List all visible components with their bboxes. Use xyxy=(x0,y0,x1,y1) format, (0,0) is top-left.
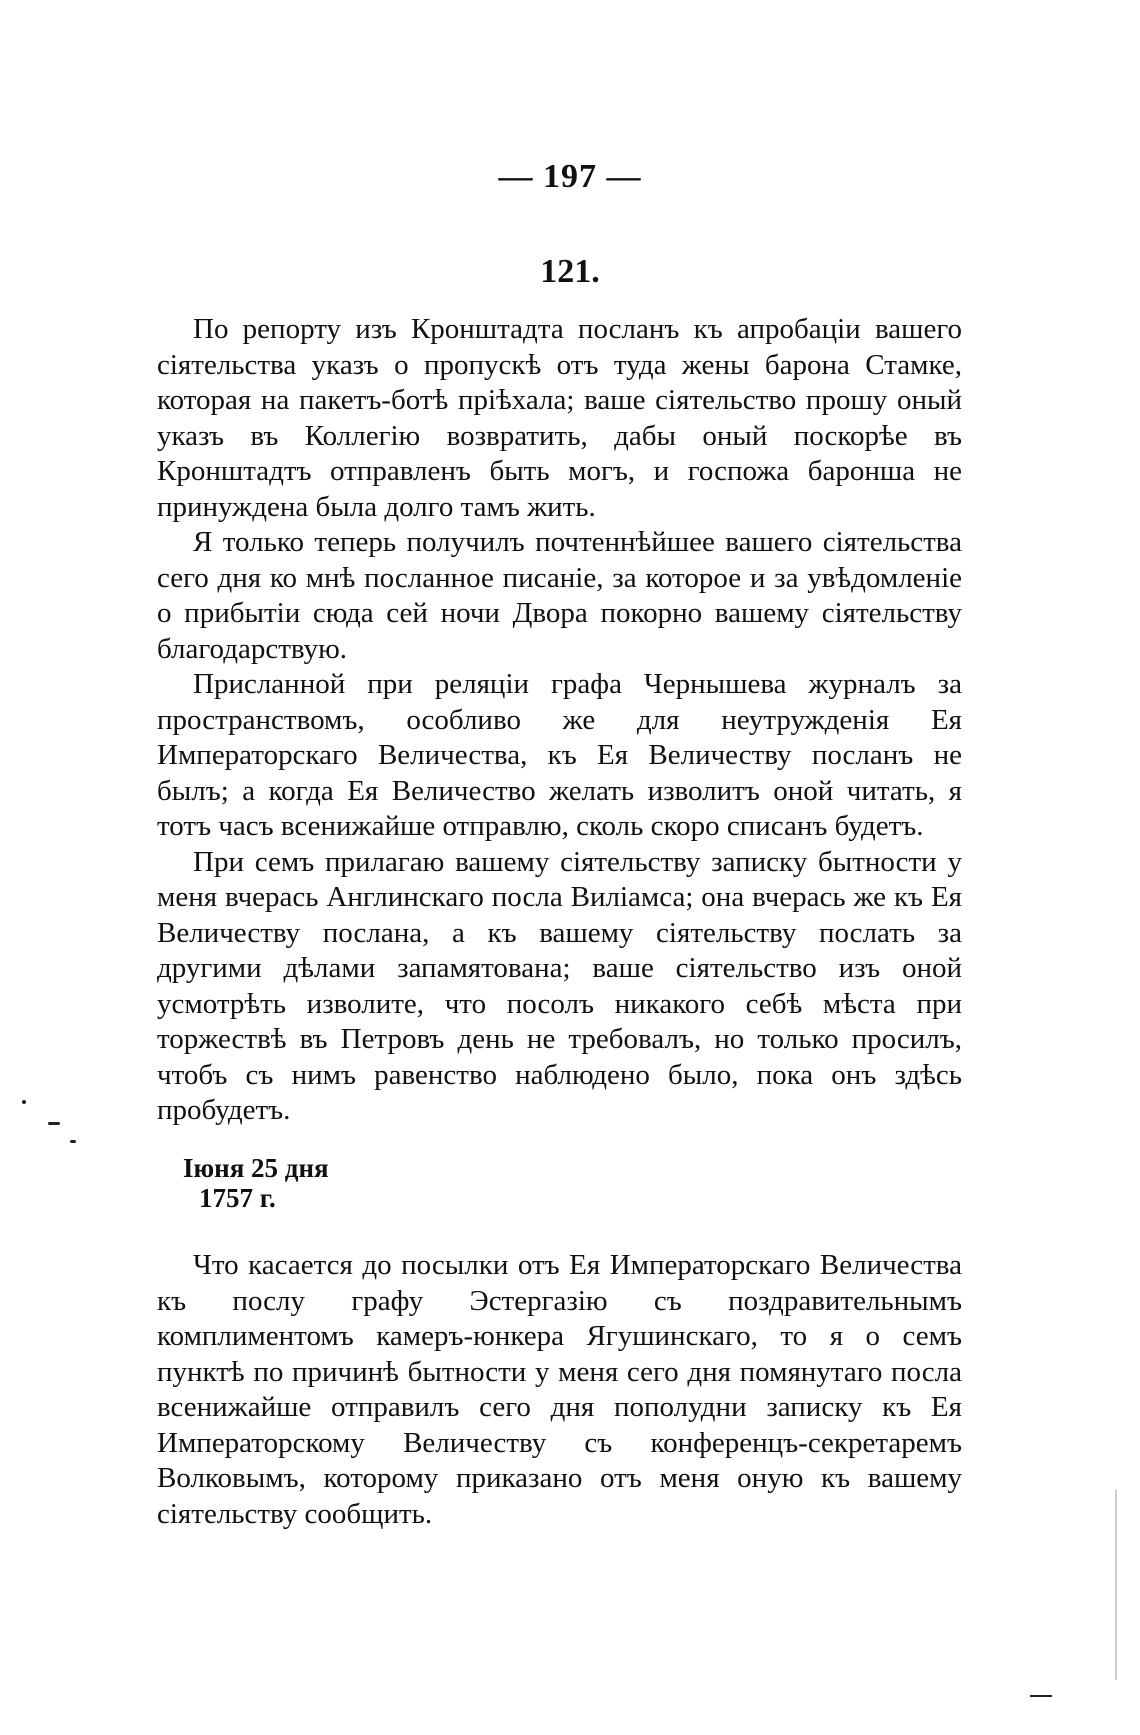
note-paragraph: Что касается до посылки отъ Ея Императорскаго Величества къ послу графу Эстергазію съ поздравительнымъ комплиментомъ камеръ-юнкера Ягушинскаго, то я о семъ пунктѣ по причинѣ бытности у меня сего дня помянутаго посла всенижайше отправилъ сего дня пополудни записку къ Ея Императорскому Величеству съ конференцъ-секретаремъ Волковымъ, которому приказано отъ меня оную къ вашему сіятельству сообщить. xyxy=(157,1249,962,1530)
date-line: Іюня 25 дня xyxy=(183,1153,329,1183)
ink-speck xyxy=(1115,1490,1117,1680)
ink-speck xyxy=(48,1122,60,1125)
ink-speck xyxy=(70,1140,76,1143)
letter-paragraph: По репорту изъ Кронштадта посланъ къ апробаціи вашего сіятельства указъ о пропускѣ отъ туда жены барона Стамке, которая на пакетъ-ботѣ пріѣхала; ваше сіятельство прошу оный указъ въ Коллегію возвратить, дабы оный поскорѣе въ Кронштадтъ отправленъ быть могъ, и госпожа баронша не принуждена была долго тамъ жить. xyxy=(157,313,962,523)
letter-date xyxy=(183,1153,329,1213)
year-line: 1757 г. xyxy=(199,1183,276,1213)
letter-body xyxy=(157,312,962,1129)
document-number: 121. xyxy=(540,253,600,290)
letter-paragraph: Присланной при реляціи графа Чернышева журналъ за пространствомъ, особливо же для неутружденія Ея Императорскаго Величества, къ Ея Величеству посланъ не былъ; а когда Ея Величество желать изволитъ оной читать, я тотъ часъ всенижайше отправлю, сколь скоро списанъ будетъ. xyxy=(157,668,962,842)
letter-paragraph: Я только теперь получилъ почтеннѣйшее вашего сіятельства сего дня ко мнѣ посланное писаніе, за которое и за увѣдомленіе о прибытіи сюда сей ночи Двора покорно вашему сіятельству благодарствую. xyxy=(157,526,962,665)
ink-speck xyxy=(1030,1695,1052,1697)
letter-paragraph: При семъ прилагаю вашему сіятельству записку бытности у меня вчерась Англинскаго посла Виліамса; она вчерась же къ Ея Величеству послана, а къ вашему сіятельству послать за другими дѣлами запамятована; ваше сіятельство изъ оной усмотрѣть изволите, что посолъ никакого себѣ мѣста при торжествѣ въ Петровъ день не требовалъ, но только просилъ, чтобъ съ нимъ равенство наблюдено было, пока онъ здѣсь пробудетъ. xyxy=(157,845,962,1126)
note-body xyxy=(157,1248,962,1532)
ink-speck xyxy=(22,1100,26,1104)
page-number: — 197 — xyxy=(498,158,642,195)
